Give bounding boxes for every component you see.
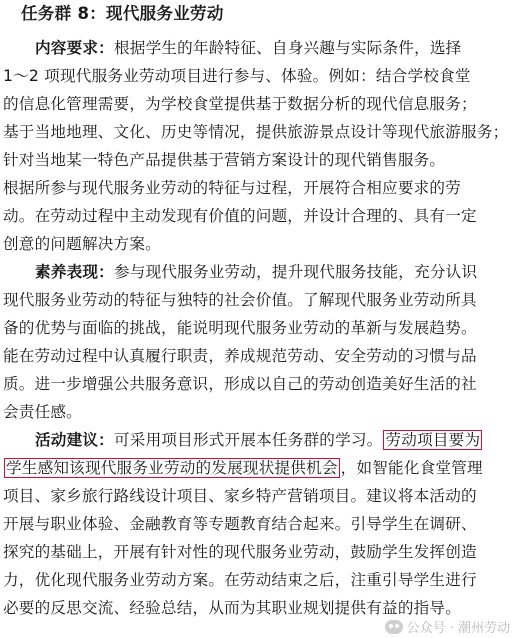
activity-suggestions-label: 活动建议： bbox=[35, 431, 114, 449]
content-requirements-line-7: 动。在劳动过程中主动发现有价值的问题，并设计合理的、具有一定 bbox=[3, 207, 477, 225]
content-requirements-line-8: 创意的问题解决方案。 bbox=[3, 235, 161, 253]
highlight-box-part-1: 劳动项目要为 bbox=[385, 431, 481, 449]
content-requirements-line-5: 针对当地某一特色产品提供基于营销方案设计的现代销售服务。 bbox=[3, 151, 446, 169]
content-requirements-line-1: 内容要求：根据学生的年龄特征、自身兴趣与实际条件，选择 bbox=[35, 39, 462, 57]
task-group-heading: 任务群 8：现代服务业劳动 bbox=[21, 4, 224, 23]
activity-suggestions-line-1: 活动建议：可采用项目形式开展本任务群的学习。 劳动项目要为 bbox=[35, 431, 481, 449]
activity-suggestions-line-4: 开展与职业体验、金融教育等专题教育结合起来。引导学生在调研、 bbox=[3, 515, 477, 533]
content-requirements-line-2: 1～2 项现代服务业劳动项目进行参与、体验。例如：结合学校食堂 bbox=[3, 67, 471, 85]
content-requirements-line-4: 基于当地地理、文化、历史等情况，提供旅游景点设计等现代旅游服务； bbox=[3, 123, 509, 141]
watermark-text: 公众号 · 潮州劳动 bbox=[406, 621, 510, 636]
activity-suggestions-line-6: 力，优化现代服务业劳动方案。在劳动结束之后，注重引导学生进行 bbox=[3, 571, 477, 589]
wechat-icon bbox=[385, 620, 403, 634]
literacy-performance-line-5: 质。进一步增强公共服务意识，形成以自己的劳动创造美好生活的社 bbox=[3, 375, 477, 393]
activity-suggestions-line-2: 学生感知该现代服务业劳动的发展现状提供机会 ，如智能化食堂管理 bbox=[6, 459, 483, 477]
content-requirements-label: 内容要求： bbox=[35, 39, 114, 57]
literacy-performance-line-6: 会责任感。 bbox=[3, 403, 82, 421]
activity-suggestions-line-3: 项目、家乡旅行路线设计项目、家乡特产营销项目。建议将本活动的 bbox=[3, 487, 477, 505]
literacy-performance-line-2: 现代服务业劳动的特征与独特的社会价值。了解现代服务业劳动所具 bbox=[3, 291, 477, 309]
literacy-performance-line-3: 备的优势与面临的挑战，能说明现代服务业劳动的革新与发展趋势。 bbox=[3, 319, 477, 337]
literacy-performance-line-4: 能在劳动过程中认真履行职责，养成规范劳动、安全劳动的习惯与品 bbox=[3, 347, 477, 365]
content-requirements-line-6: 根据所参与现代服务业劳动的特征与过程，开展符合相应要求的劳 bbox=[3, 179, 462, 197]
literacy-performance-label: 素养表现： bbox=[35, 263, 114, 281]
watermark bbox=[385, 617, 510, 636]
activity-suggestions-line-7: 必要的反思交流、经验总结，从而为其职业规划提供有益的指导。 bbox=[3, 599, 462, 617]
literacy-performance-line-1: 素养表现：参与现代服务业劳动，提升现代服务技能，充分认识 bbox=[35, 263, 478, 281]
activity-suggestions-line-5: 探究的基础上，开展有针对性的现代服务业劳动，鼓励学生发挥创造 bbox=[3, 543, 477, 561]
highlight-box-part-2: 学生感知该现代服务业劳动的发展现状提供机会 bbox=[6, 459, 338, 477]
content-requirements-line-3: 的信息化管理需要，为学校食堂提供基于数据分析的现代信息服务； bbox=[3, 95, 477, 113]
